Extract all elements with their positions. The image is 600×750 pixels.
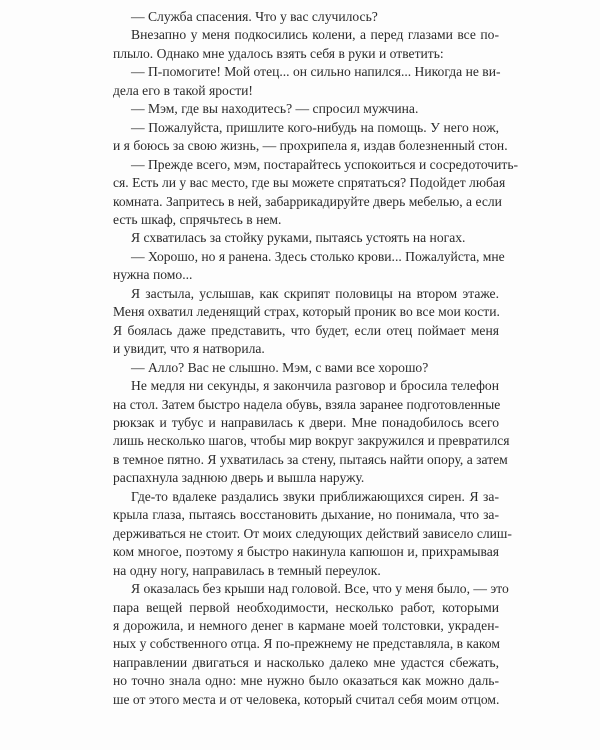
text-line: и увидит, что я натворила.: [113, 341, 265, 357]
text-line: распахнула заднюю дверь и вышла наружу.: [113, 470, 365, 486]
text-line: — Мэм, где вы находитесь? — спросил мужчина.: [131, 101, 419, 117]
text-line: Внезапно у меня подкосились колени, а перед глазами все по-: [131, 27, 499, 43]
paragraph: [113, 100, 499, 118]
text-line: Я схватилась за стойку руками, пытаясь устоять на ногах.: [131, 230, 466, 246]
paragraph: [113, 377, 510, 488]
text-line: — Прежде всего, мэм, постарайтесь успокоиться и сосредоточить-: [131, 156, 519, 172]
text-line: ком многое, поэтому я быстро накинула капюшон и, прихрамывая: [113, 544, 499, 560]
text-line: — П-помогите! Мой отец... он сильно напился... Никогда не ви-: [131, 64, 501, 80]
text-line: — Служба спасения. Что у вас случилось?: [131, 9, 378, 24]
text-line: направлении двигаться и насколько далеко мне удастся сбежать,: [113, 654, 499, 670]
text-line: Я застыла, услышав, как скрипят половицы на втором этаже.: [131, 285, 499, 301]
text-line: крыла глаза, пытаясь восстановить дыхание, но понимала, что за-: [113, 507, 499, 523]
paragraph: [113, 359, 499, 377]
text-line: — Хорошо, но я ранена. Здесь столько крови... Пожалуйста, мне: [131, 248, 505, 264]
text-line: Я боялась даже представить, что будет, если отец поймает меня: [113, 322, 499, 338]
text-line: плыло. Однако мне удалось взять себя в руки и ответить:: [113, 45, 444, 61]
paragraph: [113, 229, 499, 247]
text-line: комната. Запритесь в ней, забаррикадируйте дверь мебелью, а если: [113, 193, 502, 209]
text-line: нужна помо...: [113, 267, 193, 283]
text-line: лишь несколько шагов, чтобы мир вокруг закружился и превратился: [113, 433, 510, 449]
text-line: есть шкаф, спрячьтесь в нем.: [113, 211, 282, 227]
paragraph: [113, 119, 508, 156]
text-line: — Алло? Вас не слышно. Мэм, с вами все хорошо?: [131, 359, 429, 375]
text-line: ше от этого места и от человека, который считал себя моим отцом.: [113, 691, 500, 707]
paragraph: [113, 26, 499, 63]
paragraph: [113, 580, 509, 709]
text-line: в темное пятно. Я ухватилась за стену, пытаясь найти опору, а затем: [113, 451, 508, 467]
text-line: дела его в такой ярости!: [113, 82, 253, 98]
text-line: ных у собственного отца. Я по-прежнему не представляла, в каком: [113, 636, 500, 652]
page-text: [113, 8, 519, 709]
paragraph: [113, 285, 499, 359]
text-line: но точно знала одно: мне нужно было оказаться как можно даль-: [113, 673, 499, 689]
text-line: Меня охватил леденящий страх, который проник во все мои кости.: [113, 304, 500, 320]
text-line: на одну ногу, направилась в темный переулок.: [113, 562, 381, 578]
paragraph: [113, 488, 512, 580]
text-line: ся. Есть ли у вас место, где вы можете спрятаться? Подойдет любая: [113, 175, 506, 191]
text-line: и я боюсь за свою жизнь, — прохрипела я, издав болезненный стон.: [113, 138, 508, 154]
text-line: я дорожила, и немного денег в кармане моей толстовки, украден-: [113, 617, 499, 633]
text-line: рюкзак и тубус и направилась к двери. Мне понадобилось всего: [113, 414, 499, 430]
text-line: держиваться не стоит. От моих следующих действий зависело слиш-: [113, 525, 512, 541]
text-line: Я оказалась без крыши над головой. Все, что у меня было, — это: [131, 581, 509, 597]
text-line: пара вещей первой необходимости, несколько работ, которыми: [113, 599, 499, 615]
text-line: Где-то вдалеке раздались звуки приближающихся сирен. Я за-: [131, 488, 499, 504]
paragraph: [113, 248, 505, 285]
text-line: Не медля ни секунды, я закончила разговор и бросила телефон: [131, 378, 499, 394]
text-line: — Пожалуйста, пришлите кого-нибудь на помощь. У него нож,: [131, 119, 499, 135]
paragraph: [113, 156, 519, 230]
paragraph: [113, 63, 499, 100]
text-line: на стол. Затем быстро надела обувь, взяла заранее подготовленные: [113, 396, 501, 412]
paragraph: [113, 8, 499, 26]
